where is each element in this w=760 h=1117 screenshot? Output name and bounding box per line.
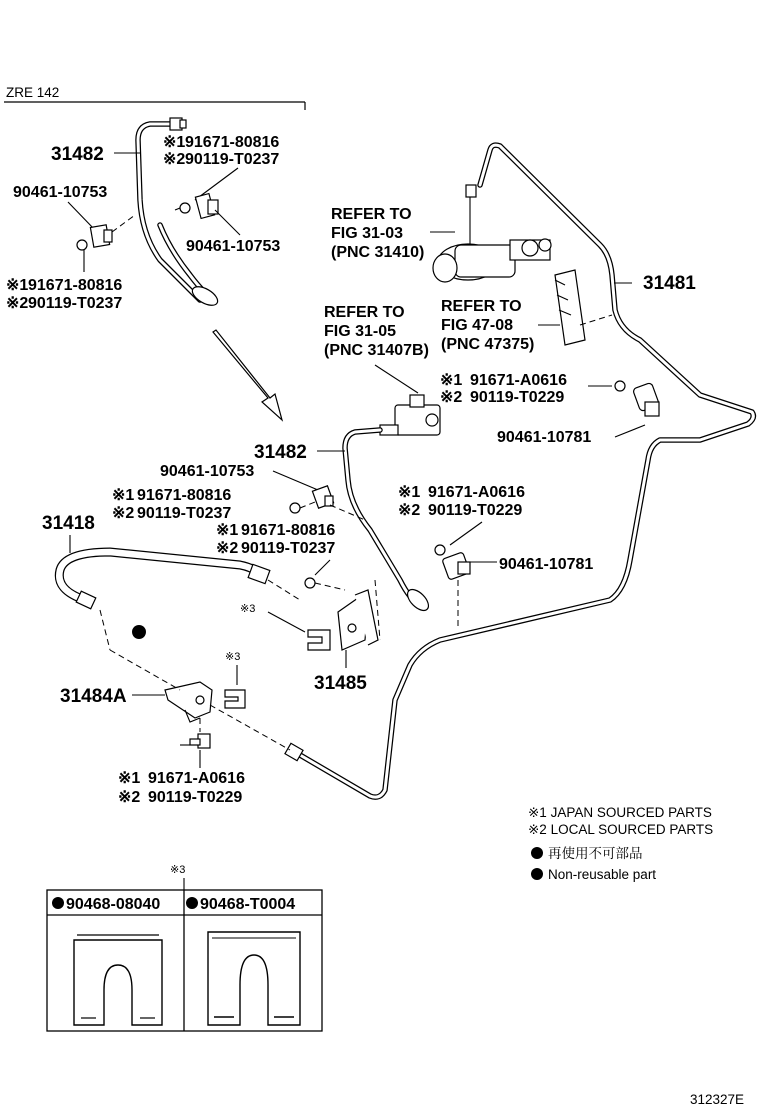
bolt-top-right-mark1: ※1 xyxy=(163,134,186,151)
bolt-mid-left-a-icon xyxy=(290,503,300,513)
legend-dot-1 xyxy=(531,847,543,859)
bolt-top-left-pn2: 90119-T0237 xyxy=(28,295,123,312)
label-90461-10753-c: 90461-10753 xyxy=(160,463,255,480)
bolt-top-right-pn2: 90119-T0237 xyxy=(185,151,280,168)
bolt-bottom-pn2: 90119-T0229 xyxy=(148,789,243,806)
bolt-bottom-pn1: 91671-A0616 xyxy=(148,770,245,787)
bolt-top-left-mark1: ※1 xyxy=(6,277,29,294)
bolt-mid-left-b-mark1: ※1 xyxy=(216,522,239,539)
bolt-bottom-icon xyxy=(190,734,210,748)
clip-mark-b: ※3 xyxy=(225,651,241,663)
label-31482-top: 31482 xyxy=(51,144,104,165)
bolt-mid-right-pn2: 90119-T0229 xyxy=(470,389,565,406)
label-31418: 31418 xyxy=(42,513,95,534)
ref1-line2: FIG 31-03 xyxy=(331,225,404,242)
bolt-mid-center-pn2: 90119-T0229 xyxy=(428,502,523,519)
clip-a-icon xyxy=(308,630,330,650)
bolt-bottom-mark1: ※1 xyxy=(118,770,141,787)
bolt-mid-center-mark1: ※1 xyxy=(398,484,421,501)
bolt-mid-left-a-pn2: 90119-T0237 xyxy=(137,505,232,522)
bolt-top-left-mark2: ※2 xyxy=(6,295,29,312)
union-valve xyxy=(380,395,440,435)
bolt-mid-right-pn1: 91671-A0616 xyxy=(470,372,567,389)
bracket-31485 xyxy=(338,590,378,650)
mid-tube-31482 xyxy=(345,430,432,614)
table-col2-pn: 90468-T0004 xyxy=(200,896,296,913)
clip-08040-drawing xyxy=(74,935,162,1025)
bolt-mid-left-a-pn1: 91671-80816 xyxy=(137,487,232,504)
clamp-top-left xyxy=(77,225,112,250)
non-reusable-marker xyxy=(132,625,146,639)
ref1-line3: (PNC 31410) xyxy=(331,244,425,261)
ref3-line2: FIG 47-08 xyxy=(441,317,514,334)
label-31484a: 31484A xyxy=(60,686,127,707)
clamp-mid-center xyxy=(435,545,470,580)
clamp-top-right xyxy=(175,194,218,219)
label-90461-10753-a: 90461-10753 xyxy=(186,238,281,255)
bracket-31484a xyxy=(165,682,212,722)
bolt-mid-right-mark2: ※2 xyxy=(440,389,463,406)
bolt-top-right-pn1: 91671-80816 xyxy=(185,134,280,151)
ref2-line2: FIG 31-05 xyxy=(324,323,397,340)
ref2-line1: REFER TO xyxy=(324,304,405,321)
bolt-top-right-mark2: ※2 xyxy=(163,151,186,168)
bolt-mid-left-a-mark2: ※2 xyxy=(112,505,135,522)
bolt-mid-left-a-mark1: ※1 xyxy=(112,487,135,504)
label-31485: 31485 xyxy=(314,673,367,694)
bolt-top-left-pn1: 91671-80816 xyxy=(28,277,123,294)
model-label: ZRE 142 xyxy=(6,85,60,100)
flex-hose-31418 xyxy=(59,552,270,609)
master-cylinder xyxy=(433,185,551,282)
label-90461-10781-b: 90461-10781 xyxy=(499,556,594,573)
clip-b-icon xyxy=(225,690,245,708)
label-90461-10781-a: 90461-10781 xyxy=(497,429,592,446)
legend-dot-2 xyxy=(531,868,543,880)
label-31482-mid: 31482 xyxy=(254,442,307,463)
detail-arrow xyxy=(213,330,282,420)
figure-id: 312327E xyxy=(690,1092,745,1107)
ref1-line1: REFER TO xyxy=(331,206,412,223)
clip-mark-a: ※3 xyxy=(240,603,256,615)
bolt-bottom-mark2: ※2 xyxy=(118,789,141,806)
label-90461-10753-b: 90461-10753 xyxy=(13,184,108,201)
bolt-mid-center-pn1: 91671-A0616 xyxy=(428,484,525,501)
ref3-line1: REFER TO xyxy=(441,298,522,315)
bolt-mid-right-mark1: ※1 xyxy=(440,372,463,389)
bracket-47375 xyxy=(555,270,585,345)
table-col1-pn: 90468-08040 xyxy=(66,896,161,913)
ref2-line3: (PNC 31407B) xyxy=(324,342,429,359)
clamp-mid-right xyxy=(615,381,660,416)
legend-non-reusable-jp: 再使用不可部品 xyxy=(548,846,643,861)
legend-japan: ※1 JAPAN SOURCED PARTS xyxy=(528,805,712,820)
bolt-mid-left-b-icon xyxy=(305,578,315,588)
bolt-mid-left-b-mark2: ※2 xyxy=(216,540,239,557)
bolt-mid-left-b-pn2: 90119-T0237 xyxy=(241,540,336,557)
clip-t0004-drawing xyxy=(208,932,300,1025)
label-31481: 31481 xyxy=(643,273,696,294)
legend-non-reusable-en: Non-reusable part xyxy=(548,867,657,882)
legend-local: ※2 LOCAL SOURCED PARTS xyxy=(528,822,714,837)
ref3-line3: (PNC 47375) xyxy=(441,336,535,353)
bolt-mid-center-mark2: ※2 xyxy=(398,502,421,519)
bolt-mid-left-b-pn1: 91671-80816 xyxy=(241,522,336,539)
table-mark: ※3 xyxy=(170,864,186,876)
